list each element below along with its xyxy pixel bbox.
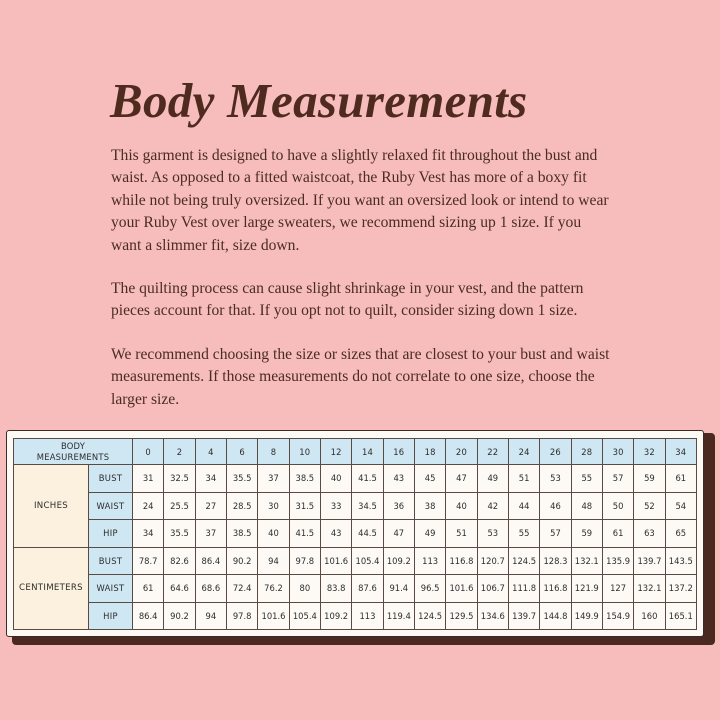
table-cell: 139.7 — [634, 547, 665, 575]
table-cell: 61 — [133, 575, 164, 603]
table-cell: 63 — [634, 520, 665, 548]
table-cell: 90.2 — [227, 547, 258, 575]
unit-group-label: INCHES — [14, 465, 89, 548]
table-cell: 43 — [320, 520, 351, 548]
table-cell: 97.8 — [289, 547, 320, 575]
table-cell: 134.6 — [477, 602, 508, 630]
table-cell: 43 — [383, 465, 414, 493]
table-cell: 139.7 — [508, 602, 539, 630]
table-cell: 57 — [602, 465, 633, 493]
table-cell: 120.7 — [477, 547, 508, 575]
table-cell: 49 — [477, 465, 508, 493]
table-row — [14, 575, 697, 603]
table-cell: 86.4 — [195, 547, 226, 575]
table-cell: 72.4 — [227, 575, 258, 603]
table-cell: 55 — [508, 520, 539, 548]
table-cell: 51 — [508, 465, 539, 493]
table-cell: 65 — [665, 520, 696, 548]
table-cell: 154.9 — [602, 602, 633, 630]
table-cell: 27 — [195, 492, 226, 520]
table-cell: 119.4 — [383, 602, 414, 630]
table-cell: 101.6 — [320, 547, 351, 575]
table-cell: 101.6 — [446, 575, 477, 603]
table-cell: 96.5 — [414, 575, 445, 603]
size-header-4: 4 — [195, 439, 226, 465]
table-cell: 143.5 — [665, 547, 696, 575]
table-cell: 31.5 — [289, 492, 320, 520]
measurement-label: WAIST — [89, 575, 133, 603]
table-cell: 36 — [383, 492, 414, 520]
table-cell: 124.5 — [414, 602, 445, 630]
table-cell: 59 — [571, 520, 602, 548]
table-cell: 32.5 — [164, 465, 195, 493]
measurement-label: BUST — [89, 547, 133, 575]
table-cell: 137.2 — [665, 575, 696, 603]
unit-group-label: CENTIMETERS — [14, 547, 89, 630]
table-cell: 34 — [195, 465, 226, 493]
table-cell: 41.5 — [289, 520, 320, 548]
table-cell: 144.8 — [540, 602, 571, 630]
table-cell: 61 — [602, 520, 633, 548]
size-header-16: 16 — [383, 439, 414, 465]
table-cell: 61 — [665, 465, 696, 493]
size-header-20: 20 — [446, 439, 477, 465]
table-cell: 116.8 — [540, 575, 571, 603]
corner-line2: MEASUREMENTS — [36, 451, 110, 462]
table-cell: 87.6 — [352, 575, 383, 603]
measurement-label: WAIST — [89, 492, 133, 520]
table-cell: 57 — [540, 520, 571, 548]
table-cell: 94 — [195, 602, 226, 630]
table-cell: 101.6 — [258, 602, 289, 630]
table-cell: 50 — [602, 492, 633, 520]
table-cell: 121.9 — [571, 575, 602, 603]
table-cell: 35.5 — [164, 520, 195, 548]
paragraph-quilting: The quilting process can cause slight shrinkage in your vest, and the pattern pieces account for that. If you opt not to quilt, consider sizing down 1 size. — [111, 280, 584, 320]
table-cell: 47 — [383, 520, 414, 548]
table-cell: 47 — [446, 465, 477, 493]
table-cell: 97.8 — [227, 602, 258, 630]
table-cell: 127 — [602, 575, 633, 603]
table-cell: 44 — [508, 492, 539, 520]
table-cell: 132.1 — [571, 547, 602, 575]
table-row — [14, 492, 697, 520]
table-row — [14, 520, 697, 548]
table-cell: 55 — [571, 465, 602, 493]
table-cell: 52 — [634, 492, 665, 520]
table-cell: 51 — [446, 520, 477, 548]
paragraph-fit: This garment is designed to have a slightly relaxed fit throughout the bust and waist. As opposed to a fitted waistcoat, the Ruby Vest has more of a boxy fit while not being truly oversized. If you want an oversized look or intend to wear your Ruby Vest over large sweaters, we recommend sizing up 1 size. If you want a slimmer fit, size down. — [111, 147, 609, 254]
size-header-22: 22 — [477, 439, 508, 465]
table-cell: 129.5 — [446, 602, 477, 630]
table-cell: 34.5 — [352, 492, 383, 520]
size-header-24: 24 — [508, 439, 539, 465]
table-cell: 113 — [352, 602, 383, 630]
table-row — [14, 547, 697, 575]
table-cell: 106.7 — [477, 575, 508, 603]
page-title: Body Measurements — [110, 73, 528, 128]
table-cell: 53 — [477, 520, 508, 548]
size-header-32: 32 — [634, 439, 665, 465]
size-header-26: 26 — [540, 439, 571, 465]
table-cell: 35.5 — [227, 465, 258, 493]
table-cell: 90.2 — [164, 602, 195, 630]
size-header-14: 14 — [352, 439, 383, 465]
table-cell: 124.5 — [508, 547, 539, 575]
table-cell: 111.8 — [508, 575, 539, 603]
table-cell: 94 — [258, 547, 289, 575]
size-header-row — [14, 439, 697, 465]
table-cell: 160 — [634, 602, 665, 630]
table-cell: 91.4 — [383, 575, 414, 603]
table-row — [14, 465, 697, 493]
size-chart-table — [13, 438, 697, 630]
table-cell: 40 — [320, 465, 351, 493]
table-cell: 33 — [320, 492, 351, 520]
table-cell: 59 — [634, 465, 665, 493]
table-cell: 82.6 — [164, 547, 195, 575]
table-cell: 25.5 — [164, 492, 195, 520]
size-header-8: 8 — [258, 439, 289, 465]
size-header-6: 6 — [227, 439, 258, 465]
table-cell: 86.4 — [133, 602, 164, 630]
table-cell: 37 — [195, 520, 226, 548]
size-chart-card — [6, 430, 704, 637]
table-cell: 49 — [414, 520, 445, 548]
table-cell: 31 — [133, 465, 164, 493]
table-cell: 40 — [258, 520, 289, 548]
table-cell: 105.4 — [289, 602, 320, 630]
table-cell: 38 — [414, 492, 445, 520]
corner-line1: BODY — [60, 440, 86, 451]
table-cell: 132.1 — [634, 575, 665, 603]
table-cell: 109.2 — [383, 547, 414, 575]
measurement-label: HIP — [89, 520, 133, 548]
size-chart-body — [14, 465, 697, 630]
table-cell: 41.5 — [352, 465, 383, 493]
table-cell: 42 — [477, 492, 508, 520]
table-cell: 38.5 — [227, 520, 258, 548]
table-cell: 116.8 — [446, 547, 477, 575]
table-cell: 83.8 — [320, 575, 351, 603]
table-cell: 28.5 — [227, 492, 258, 520]
table-cell: 68.6 — [195, 575, 226, 603]
table-cell: 45 — [414, 465, 445, 493]
measurement-label: BUST — [89, 465, 133, 493]
table-cell: 135.9 — [602, 547, 633, 575]
size-header-34: 34 — [665, 439, 696, 465]
table-cell: 113 — [414, 547, 445, 575]
table-cell: 80 — [289, 575, 320, 603]
table-cell: 76.2 — [258, 575, 289, 603]
table-cell: 109.2 — [320, 602, 351, 630]
paragraph-size-choice: We recommend choosing the size or sizes that are closest to your bust and waist measurements. If those measurements do not correlate to one size, choose the larger size. — [111, 345, 610, 408]
table-cell: 128.3 — [540, 547, 571, 575]
table-cell: 40 — [446, 492, 477, 520]
size-header-30: 30 — [602, 439, 633, 465]
table-cell: 37 — [258, 465, 289, 493]
table-cell: 149.9 — [571, 602, 602, 630]
table-row — [14, 602, 697, 630]
table-cell: 53 — [540, 465, 571, 493]
size-header-10: 10 — [289, 439, 320, 465]
table-cell: 105.4 — [352, 547, 383, 575]
size-header-0: 0 — [133, 439, 164, 465]
table-cell: 78.7 — [133, 547, 164, 575]
table-cell: 64.6 — [164, 575, 195, 603]
size-header-12: 12 — [320, 439, 351, 465]
table-cell: 165.1 — [665, 602, 696, 630]
table-cell: 24 — [133, 492, 164, 520]
size-header-28: 28 — [571, 439, 602, 465]
measurement-label: HIP — [89, 602, 133, 630]
table-cell: 30 — [258, 492, 289, 520]
table-cell: 38.5 — [289, 465, 320, 493]
size-header-2: 2 — [164, 439, 195, 465]
table-cell: 44.5 — [352, 520, 383, 548]
header-corner — [14, 439, 133, 465]
table-cell: 46 — [540, 492, 571, 520]
table-cell: 48 — [571, 492, 602, 520]
description — [111, 145, 611, 432]
table-cell: 54 — [665, 492, 696, 520]
table-cell: 34 — [133, 520, 164, 548]
size-header-18: 18 — [414, 439, 445, 465]
